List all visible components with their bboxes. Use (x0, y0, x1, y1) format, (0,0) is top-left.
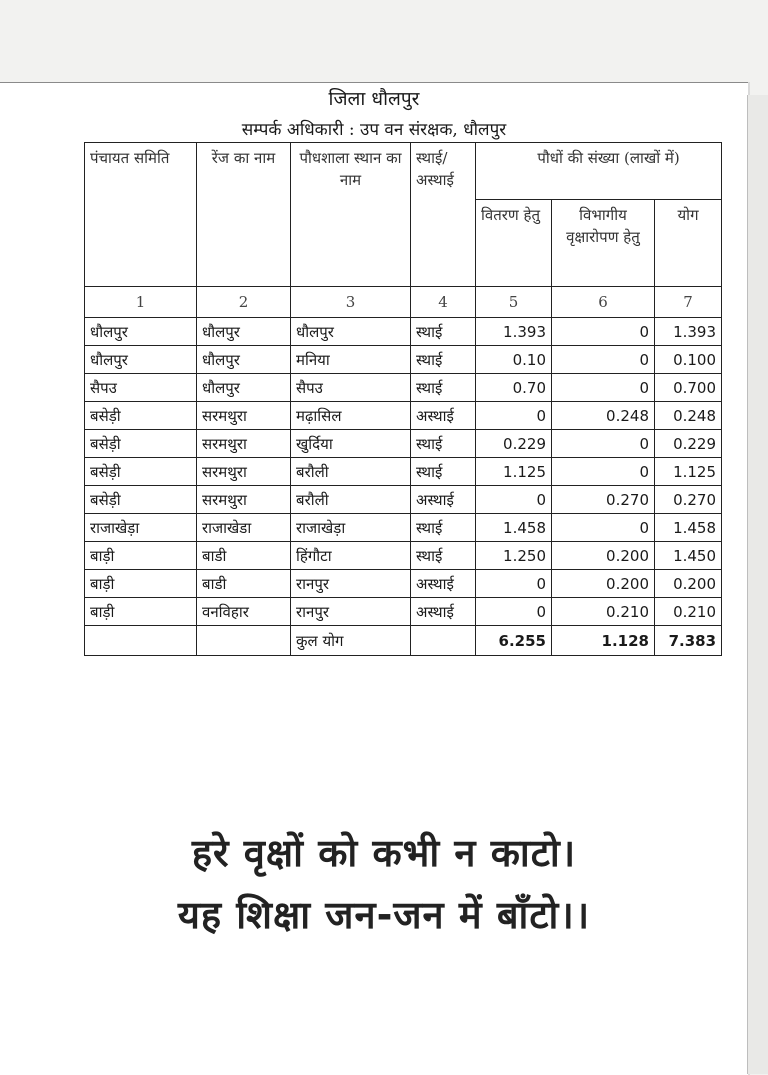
cell-nursery: खुर्दिया (291, 430, 411, 458)
table-row (85, 598, 722, 626)
cell-distribution: 0 (476, 486, 552, 514)
table-row (85, 486, 722, 514)
cell-nursery: धौलपुर (291, 318, 411, 346)
header-total: योग (655, 200, 722, 287)
cell-panchayat: राजाखेड़ा (85, 514, 197, 542)
header-permanent-temporary: स्थाई/ अस्थाई (411, 143, 476, 287)
cell-distribution: 0.70 (476, 374, 552, 402)
contact-officer: सम्पर्क अधिकारी : उप वन संरक्षक, धौलपुर (241, 120, 507, 140)
header-plants-count: पौधों की संख्या (लाखों में) (476, 143, 722, 200)
cell-nursery: मनिया (291, 346, 411, 374)
cell-range: सरमथुरा (197, 402, 291, 430)
cell-total: 0.100 (655, 346, 722, 374)
column-number: 7 (655, 287, 722, 318)
cell-range: धौलपुर (197, 318, 291, 346)
cell-nursery: सैपउ (291, 374, 411, 402)
cell-distribution: 1.125 (476, 458, 552, 486)
cell-panchayat: सैपउ (85, 374, 197, 402)
cell-range: सरमथुरा (197, 486, 291, 514)
header-panchayat-samiti: पंचायत समिति (85, 143, 197, 287)
cell-distribution: 0.10 (476, 346, 552, 374)
cell-range: धौलपुर (197, 346, 291, 374)
nursery-table (84, 142, 722, 656)
header-departmental-plantation: विभागीय वृक्षारोपण हेतु (552, 200, 655, 287)
cell-nursery: रानपुर (291, 570, 411, 598)
cell-total: 1.125 (655, 458, 722, 486)
table-row (85, 542, 722, 570)
cell-range: सरमथुरा (197, 430, 291, 458)
cell-panchayat: धौलपुर (85, 318, 197, 346)
cell-total: 1.393 (655, 318, 722, 346)
cell-panchayat: बसेड़ी (85, 402, 197, 430)
total-label: कुल योग (291, 626, 411, 656)
cell-panchayat: बसेड़ी (85, 486, 197, 514)
cell-nursery: हिंगौटा (291, 542, 411, 570)
cell-departmental: 0 (552, 374, 655, 402)
cell-panchayat: बाड़ी (85, 598, 197, 626)
total-empty-cell (411, 626, 476, 656)
cell-total: 0.200 (655, 570, 722, 598)
cell-type: स्थाई (411, 374, 476, 402)
total-grand: 7.383 (655, 626, 722, 656)
cell-distribution: 1.393 (476, 318, 552, 346)
total-departmental: 1.128 (552, 626, 655, 656)
cell-panchayat: बसेड़ी (85, 458, 197, 486)
cell-panchayat: बसेड़ी (85, 430, 197, 458)
column-number: 2 (197, 287, 291, 318)
cell-nursery: राजाखेड़ा (291, 514, 411, 542)
header-nursery-name: पौधशाला स्थान का नाम (291, 143, 411, 287)
table-row (85, 346, 722, 374)
cell-departmental: 0 (552, 318, 655, 346)
table-row (85, 318, 722, 346)
table-row (85, 402, 722, 430)
cell-type: स्थाई (411, 458, 476, 486)
cell-range: बाडी (197, 570, 291, 598)
cell-departmental: 0 (552, 458, 655, 486)
cell-type: स्थाई (411, 318, 476, 346)
column-number: 3 (291, 287, 411, 318)
cell-total: 0.248 (655, 402, 722, 430)
table-row (85, 430, 722, 458)
column-number: 5 (476, 287, 552, 318)
column-number: 1 (85, 287, 197, 318)
cell-distribution: 0 (476, 570, 552, 598)
cell-departmental: 0.210 (552, 598, 655, 626)
total-empty-cell (85, 626, 197, 656)
cell-panchayat: बाड़ी (85, 542, 197, 570)
total-distribution: 6.255 (476, 626, 552, 656)
cell-type: स्थाई (411, 514, 476, 542)
cell-range: वनविहार (197, 598, 291, 626)
cell-range: धौलपुर (197, 374, 291, 402)
document-heading (0, 86, 748, 142)
cell-distribution: 1.458 (476, 514, 552, 542)
cell-range: बाडी (197, 542, 291, 570)
cell-total: 0.229 (655, 430, 722, 458)
cell-type: अस्थाई (411, 598, 476, 626)
cell-departmental: 0 (552, 430, 655, 458)
cell-total: 0.270 (655, 486, 722, 514)
cell-type: स्थाई (411, 542, 476, 570)
total-empty-cell (197, 626, 291, 656)
table-row (85, 570, 722, 598)
cell-total: 0.700 (655, 374, 722, 402)
column-number: 4 (411, 287, 476, 318)
cell-departmental: 0 (552, 346, 655, 374)
header-range-name: रेंज का नाम (197, 143, 291, 287)
cell-nursery: बरौली (291, 458, 411, 486)
cell-nursery: बरौली (291, 486, 411, 514)
table-row (85, 458, 722, 486)
cell-type: स्थाई (411, 430, 476, 458)
column-number: 6 (552, 287, 655, 318)
district-title: जिला धौलपुर (328, 88, 420, 110)
total-row (85, 626, 722, 656)
table-row (85, 514, 722, 542)
header-for-distribution: वितरण हेतु (476, 200, 552, 287)
table-row (85, 374, 722, 402)
cell-total: 0.210 (655, 598, 722, 626)
cell-type: अस्थाई (411, 402, 476, 430)
cell-panchayat: धौलपुर (85, 346, 197, 374)
cell-range: सरमथुरा (197, 458, 291, 486)
cell-departmental: 0.270 (552, 486, 655, 514)
cell-distribution: 1.250 (476, 542, 552, 570)
cell-departmental: 0.248 (552, 402, 655, 430)
slogan-line-1: हरे वृक्षों को कभी न काटो। (191, 831, 577, 875)
column-number-row (85, 287, 722, 318)
cell-departmental: 0.200 (552, 542, 655, 570)
cell-type: स्थाई (411, 346, 476, 374)
cell-total: 1.458 (655, 514, 722, 542)
cell-type: अस्थाई (411, 570, 476, 598)
cell-nursery: रानपुर (291, 598, 411, 626)
cell-panchayat: बाड़ी (85, 570, 197, 598)
cell-distribution: 0.229 (476, 430, 552, 458)
cell-type: अस्थाई (411, 486, 476, 514)
cell-nursery: मढ़ासिल (291, 402, 411, 430)
cell-departmental: 0 (552, 514, 655, 542)
cell-total: 1.450 (655, 542, 722, 570)
cell-range: राजाखेडा (197, 514, 291, 542)
slogan-line-2: यह शिक्षा जन-जन में बाँटो।। (177, 893, 591, 937)
cell-distribution: 0 (476, 598, 552, 626)
cell-distribution: 0 (476, 402, 552, 430)
cell-departmental: 0.200 (552, 570, 655, 598)
